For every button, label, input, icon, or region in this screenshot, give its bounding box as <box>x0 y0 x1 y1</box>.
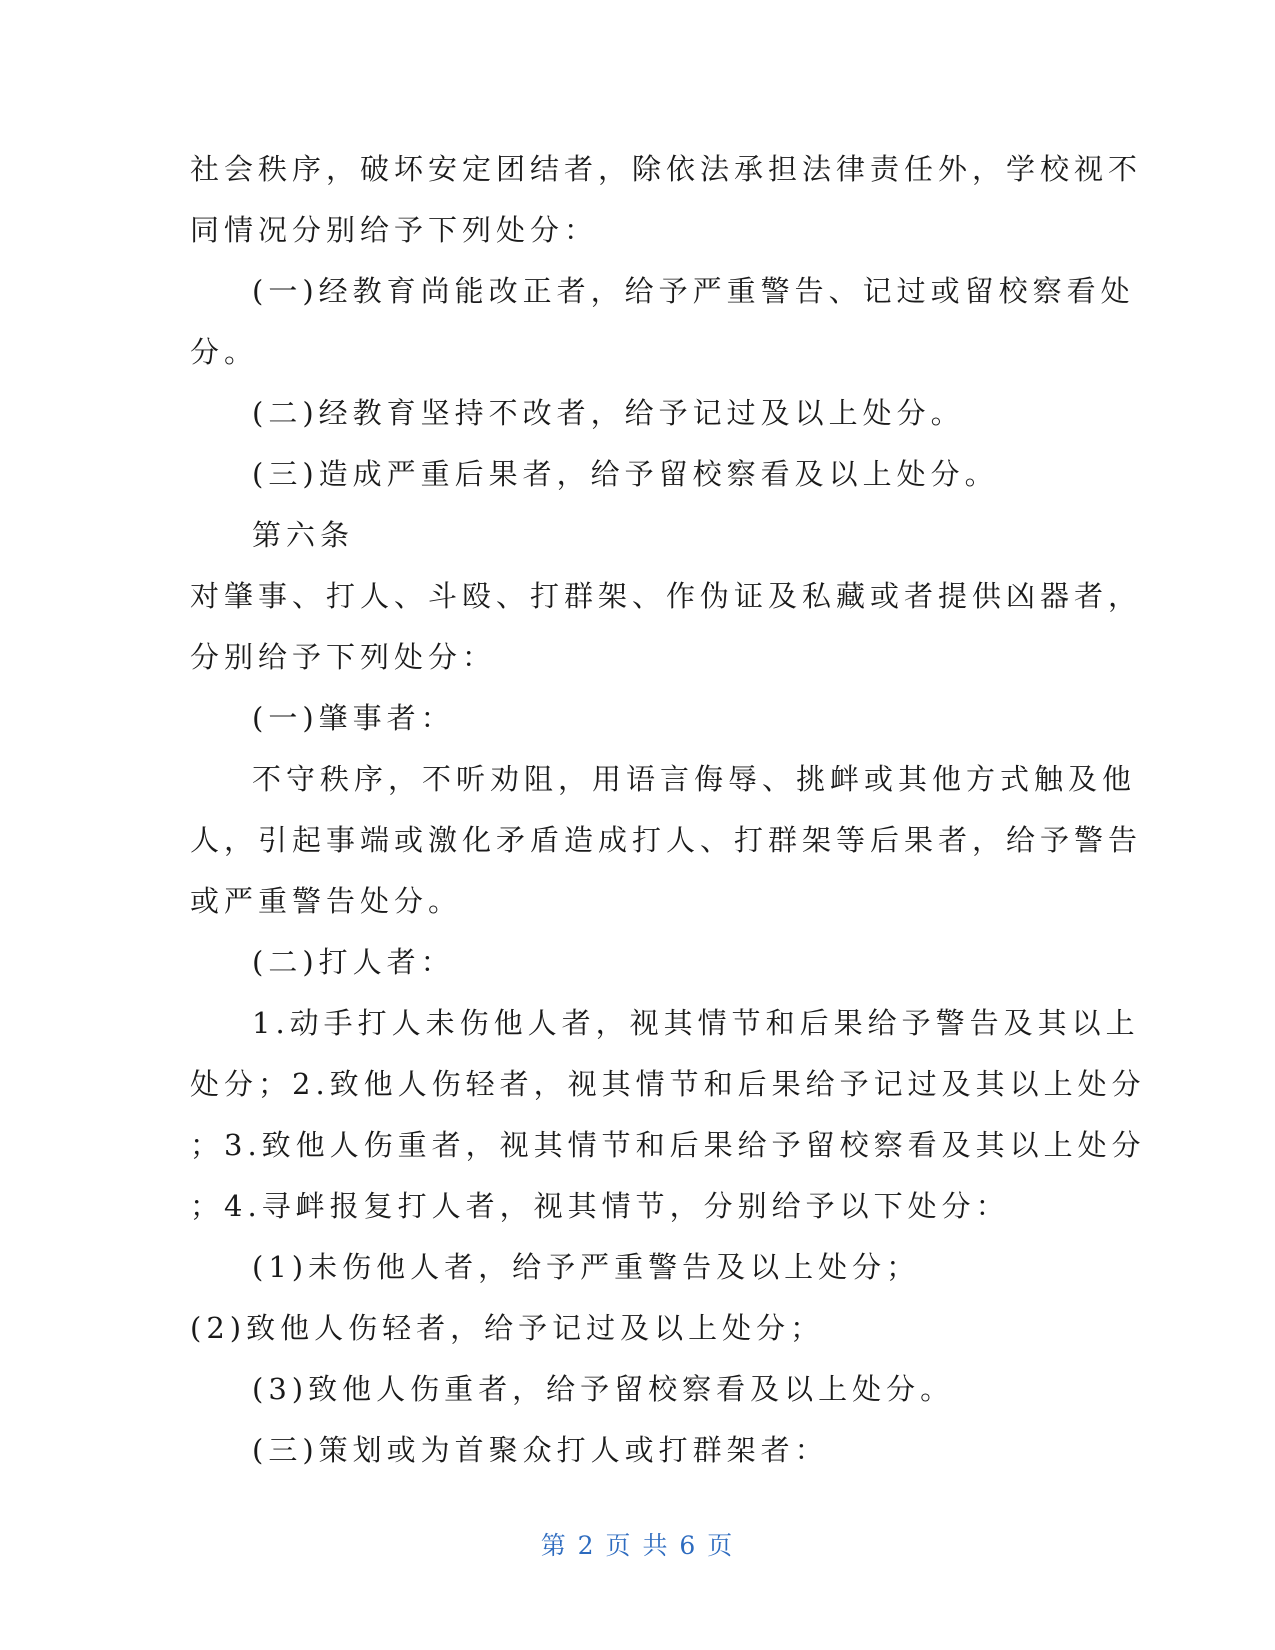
page-number-footer: 第 2 页 共 6 页 <box>540 1531 735 1560</box>
section-heading: (三)策划或为首聚众打人或打群架者： <box>252 1433 829 1467</box>
text-line: ；3.致他人伤重者，视其情节和后果给予留校察看及其以上处分 <box>190 1128 1146 1162</box>
text-line: (1)未伤他人者，给予严重警告及以上处分； <box>252 1250 921 1284</box>
text-line: 社会秩序，破坏安定团结者，除依法承担法律责任外，学校视不 <box>190 152 1143 186</box>
text-line: (一)经教育尚能改正者，给予严重警告、记过或留校察看处 <box>252 274 1135 308</box>
text-line: ；4.寻衅报复打人者，视其情节，分别给予以下处分： <box>190 1189 1010 1223</box>
text-line: 或严重警告处分。 <box>190 884 463 918</box>
text-line: 不守秩序，不听劝阻，用语言侮辱、挑衅或其他方式触及他 <box>252 762 1137 796</box>
text-line: 人，引起事端或激化矛盾造成打人、打群架等后果者，给予警告 <box>190 823 1143 857</box>
section-heading: (一)肇事者： <box>252 701 455 735</box>
article-heading: 第六条 <box>252 518 355 552</box>
document-body <box>190 139 1146 1481</box>
text-line: 同情况分别给予下列处分： <box>190 213 599 247</box>
text-line: (二)经教育坚持不改者，给予记过及以上处分。 <box>252 396 965 430</box>
text-line: (3)致他人伤重者，给予留校察看及以上处分。 <box>252 1372 955 1406</box>
text-line: (三)造成严重后果者，给予留校察看及以上处分。 <box>252 457 999 491</box>
text-line: 分别给予下列处分： <box>190 640 497 674</box>
text-line: 分。 <box>190 335 259 369</box>
section-heading: (二)打人者： <box>252 945 455 979</box>
text-line: 1.动手打人未伤他人者，视其情节和后果给予警告及其以上 <box>252 1006 1140 1040</box>
text-line: 处分；2.致他人伤轻者，视其情节和后果给予记过及其以上处分 <box>190 1067 1146 1101</box>
text-line: 对肇事、打人、斗殴、打群架、作伪证及私藏或者提供凶器者， <box>190 579 1143 613</box>
text-line: (2)致他人伤轻者，给予记过及以上处分； <box>190 1311 825 1345</box>
